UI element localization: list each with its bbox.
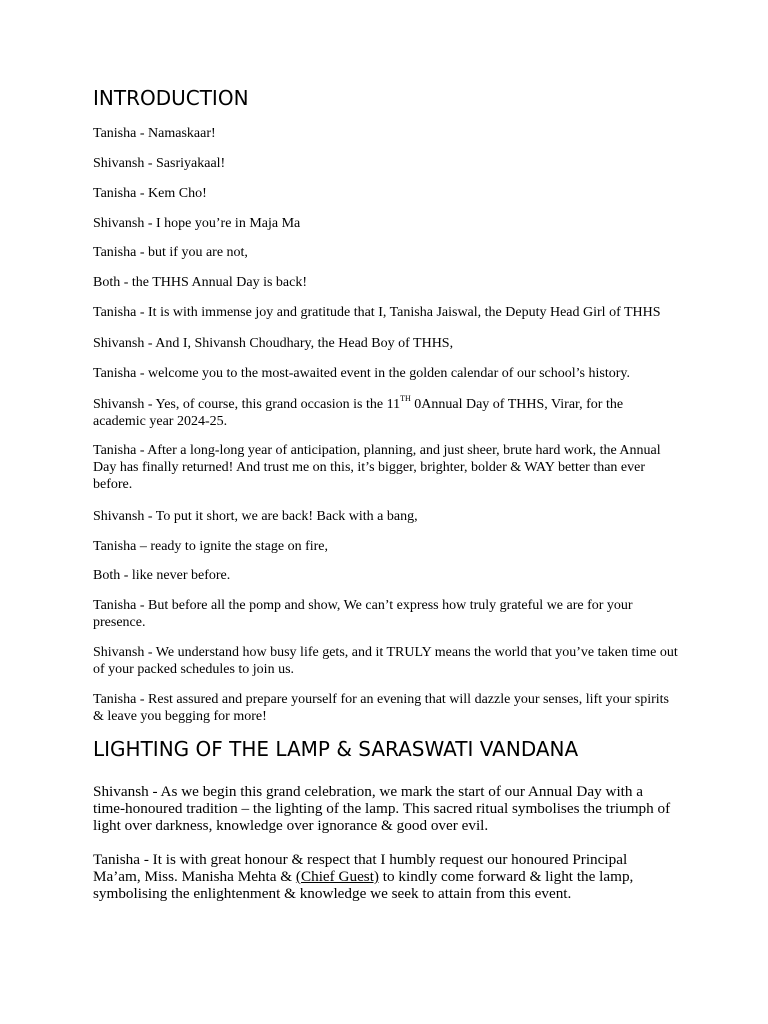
speaker-name: Tanisha	[93, 539, 137, 554]
script-line: Shivansh - As we begin this grand celebration, we mark the start of our Annual Day with a time-honoured tradition – the lighting of the lamp. This sacred ritual symbolises the triumph of light over darkness, knowledge over ignorance & good over evil.	[93, 783, 671, 834]
script-line: Tanisha - It is with great honour & respect that I humbly request our honoured Principal Ma’am, Miss. Manisha Mehta & (Chief Guest) to kindly come forward & light the lamp, symbolising the enlightenment & knowledge we seek to attain from this event.	[93, 851, 634, 902]
speaker-name: Tanisha	[93, 692, 137, 707]
line-text: Namaskaar!	[148, 126, 216, 141]
script-line: Tanisha - welcome you to the most-awaited event in the golden calendar of our school’s history.	[93, 366, 630, 381]
speaker-name: Tanisha	[93, 443, 137, 458]
speaker-name: Tanisha	[93, 851, 141, 868]
line-text: like never before.	[131, 568, 231, 583]
line-text: Kem Cho!	[148, 186, 207, 201]
speaker-name: Tanisha	[93, 598, 137, 613]
line-text: It is with immense joy and gratitude that I, Tanisha Jaiswal, the Deputy Head Girl of THHS	[148, 305, 661, 320]
speaker-name: Shivansh	[93, 783, 149, 800]
script-line: Shivansh - Yes, of course, this grand occasion is the 11TH 0Annual Day of THHS, Virar, for the academic year 2024-25.	[93, 394, 624, 429]
line-text: After a long-long year of anticipation, planning, and just sheer, brute hard work, the Annual Day has finally returned! And trust me on this, it’s bigger, brighter, bolder & WAY better than ever before.	[93, 443, 661, 492]
ordinal-superscript: TH	[400, 394, 411, 404]
line-text: And I, Shivansh Choudhary, the Head Boy of THHS,	[155, 336, 454, 351]
line-text: I hope you’re in Maja Ma	[156, 216, 301, 231]
script-line: Tanisha – ready to ignite the stage on fire,	[93, 539, 329, 554]
script-line: Tanisha - Namaskaar!	[93, 126, 216, 141]
speaker-name: Tanisha	[93, 305, 137, 320]
speaker-name: Tanisha	[93, 245, 137, 260]
line-text: welcome you to the most-awaited event in the golden calendar of our school’s history.	[148, 366, 630, 381]
speaker-name: Shivansh	[93, 216, 145, 231]
script-line: Tanisha - It is with immense joy and gratitude that I, Tanisha Jaiswal, the Deputy Head Girl of THHS	[93, 305, 661, 320]
line-text: We understand how busy life gets, and it TRULY means the world that you’ve taken time out of your packed schedules to join us.	[93, 645, 678, 677]
line-text: To put it short, we are back! Back with a bang,	[155, 509, 418, 524]
line-text: to kindly come forward & light the lamp, symbolising the enlightenment & knowledge we seek to attain from this event.	[93, 868, 634, 902]
script-line: Both - the THHS Annual Day is back!	[93, 275, 308, 290]
speaker-name: Shivansh	[93, 156, 145, 171]
script-line: Shivansh - We understand how busy life gets, and it TRULY means the world that you’ve taken time out of your packed schedules to join us.	[93, 645, 678, 677]
speaker-name: Tanisha	[93, 126, 137, 141]
script-line: Tanisha - But before all the pomp and show, We can’t express how truly grateful we are for your presence.	[93, 598, 633, 630]
line-text: but if you are not,	[148, 245, 248, 260]
speaker-name: Shivansh	[93, 645, 145, 660]
section-heading-introduction: INTRODUCTION	[93, 86, 249, 110]
speaker-name: Both	[93, 275, 121, 290]
script-line: Tanisha - After a long-long year of anticipation, planning, and just sheer, brute hard work, the Annual Day has finally returned! And trust me on this, it’s bigger, brighter, bolder & WAY better than ever before.	[93, 443, 661, 492]
line-text: Yes, of course, this grand occasion is the 11	[155, 397, 401, 412]
script-line: Shivansh - To put it short, we are back! Back with a bang,	[93, 509, 418, 524]
script-line: Both - like never before.	[93, 568, 231, 583]
script-line: Tanisha - Rest assured and prepare yourself for an evening that will dazzle your senses, lift your spirits & leave you begging for more!	[93, 692, 669, 724]
section-heading-lighting-of-lamp: LIGHTING OF THE LAMP & SARASWATI VANDANA	[93, 737, 579, 761]
line-text: ready to ignite the stage on fire,	[150, 539, 329, 554]
line-text: Sasriyakaal!	[156, 156, 226, 171]
script-line: Shivansh - I hope you’re in Maja Ma	[93, 216, 301, 231]
script-line: Tanisha - Kem Cho!	[93, 186, 207, 201]
speaker-name: Shivansh	[93, 509, 145, 524]
speaker-name: Both	[93, 568, 121, 583]
script-line: Shivansh - Sasriyakaal!	[93, 156, 226, 171]
line-text: 0Annual Day of THHS, Virar, for the academic year 2024-25.	[93, 397, 624, 429]
speaker-name: Tanisha	[93, 366, 137, 381]
chief-guest-placeholder: (Chief Guest)	[295, 868, 379, 885]
script-line: Tanisha - but if you are not,	[93, 245, 248, 260]
script-line: Shivansh - And I, Shivansh Choudhary, the Head Boy of THHS,	[93, 336, 454, 351]
line-text: But before all the pomp and show, We can’t express how truly grateful we are for your presence.	[93, 598, 633, 630]
speaker-name: Shivansh	[93, 397, 145, 412]
speaker-name: Tanisha	[93, 186, 137, 201]
line-text: Rest assured and prepare yourself for an evening that will dazzle your senses, lift your spirits & leave you begging for more!	[93, 692, 669, 724]
line-text: the THHS Annual Day is back!	[131, 275, 308, 290]
line-text: It is with great honour & respect that I humbly request our honoured Principal Ma’am, Miss. Manisha Mehta &	[93, 851, 628, 885]
line-text: As we begin this grand celebration, we mark the start of our Annual Day with a time-honoured tradition – the lighting of the lamp. This sacred ritual symbolises the triumph of light over darkness, knowledge over ignorance & good over evil.	[93, 783, 671, 834]
speaker-name: Shivansh	[93, 336, 145, 351]
